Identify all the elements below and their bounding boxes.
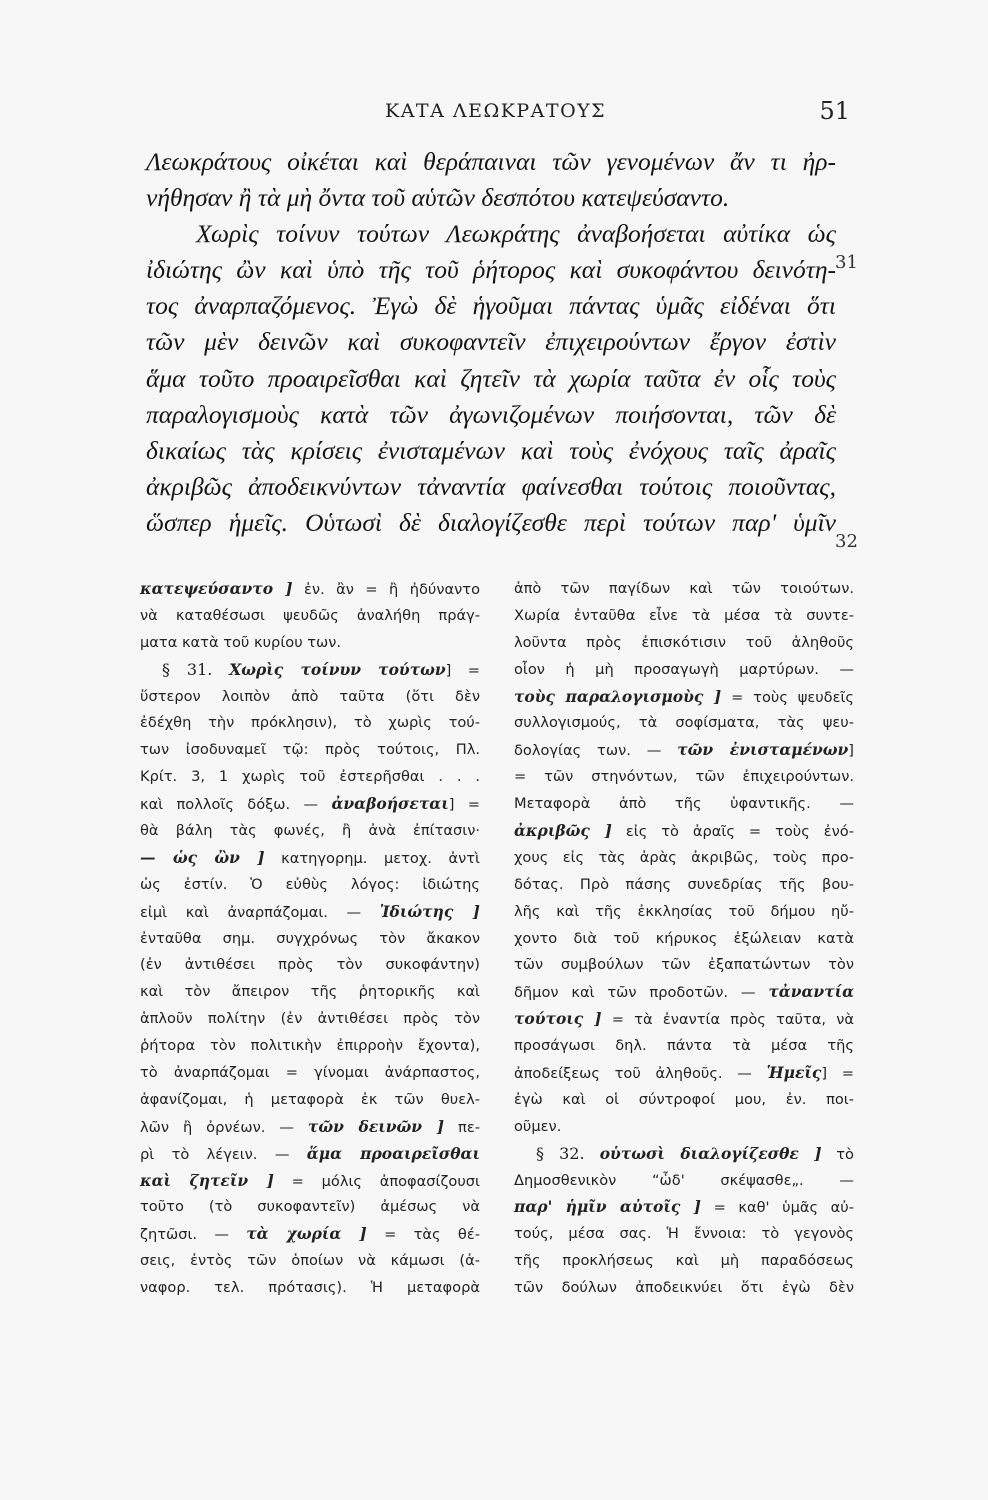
note-line xyxy=(514,845,854,872)
main-text-line: ἀκριβῶς ἀποδεικνύντων τἀναντία φαίνεσθαι τούτοις ποιοῦντας, xyxy=(146,471,836,501)
note-text: νὰ καταθέσωσι ψευδῶς ἀναλήθη πράγ- xyxy=(140,606,480,624)
lemma: τὰ χωρία ] xyxy=(246,1224,367,1244)
main-text-line: Χωρὶς τοίνυν τούτων Λεωκράτης ἀναβοήσεται αὐτίκα ὡς xyxy=(196,219,836,249)
note-line xyxy=(514,818,854,845)
note-text: ζητῶσι. — xyxy=(140,1226,247,1244)
note-text: τῶν δούλων ἀποδεικνύει ὅτι ἐγὼ δὲν xyxy=(514,1279,854,1297)
note-line xyxy=(140,926,480,953)
note-text: ὡς ἐστίν. Ὁ εὐθὺς λόγος: ἰδιώτης xyxy=(140,875,480,893)
note-text: ἐν. ἂν = ἢ ἠδύναντο xyxy=(292,581,481,598)
main-text-line: δικαίως τὰς κρίσεις ἐνισταμένων καὶ τοὺς ἐνόχους ταῖς ἀραῖς xyxy=(146,435,836,465)
note-text: = μόλις ἀποφασίζουσι xyxy=(273,1172,480,1190)
note-line xyxy=(140,872,480,899)
note-text: κατηγορημ. μετοχ. ἀντὶ xyxy=(264,849,480,867)
note-line xyxy=(140,952,480,979)
note-text: λῆς καὶ τῆς ἐκκλησίας τοῦ δήμου ηὔ- xyxy=(514,902,854,920)
note-line xyxy=(140,710,480,737)
note-text: ἀφανίζομαι, ἡ μεταφορὰ ἐκ τῶν θυελ- xyxy=(140,1090,480,1108)
lemma: Ἡμεῖς xyxy=(766,1063,822,1083)
note-line xyxy=(140,818,480,845)
note-line xyxy=(514,979,854,1006)
page-number: 51 xyxy=(819,97,850,125)
lemma: — ὡς ὢν ] xyxy=(140,847,265,867)
main-text-line: ἰδιώτης ὢν καὶ ὑπὸ τῆς τοῦ ῥήτορος καὶ συκοφάντου δεινότη- xyxy=(146,255,836,285)
lemma: καὶ ζητεῖν ] xyxy=(140,1170,274,1190)
note-line xyxy=(514,603,854,630)
note-line xyxy=(140,1221,480,1248)
note-text: ναφορ. τελ. πρότασις). Ἡ μεταφορὰ xyxy=(140,1279,480,1297)
main-text-line: νήθησαν ἢ τὰ μὴ ὄντα τοῦ αὑτῶν δεσπότου κατεψεύσαντο. xyxy=(146,183,730,213)
note-text: ῥήτορα τὸν πολιτικὴν ἐπιρροὴν ἔχοντα), xyxy=(140,1037,480,1055)
note-line xyxy=(140,979,480,1006)
note-line xyxy=(140,791,480,818)
commentary-notes xyxy=(140,576,870,1316)
note-text: τῆς προκλήσεως καὶ μὴ παραδόσεως xyxy=(514,1252,854,1270)
note-text: τοῦτο (τὸ συκοφαντεῖν) ἀμέσως νὰ xyxy=(140,1198,480,1216)
note-line xyxy=(140,657,480,684)
main-text-line: τῶν μὲν δεινῶν καὶ συκοφαντεῖν ἐπιχειρούντων ἔργον ἐστὶν xyxy=(146,327,836,357)
note-text: ] xyxy=(848,742,854,760)
note-text: Μεταφορὰ ἀπὸ τῆς ὑφαντικῆς. — xyxy=(514,795,854,813)
main-text-line: παραλογισμοὺς κατὰ τῶν ἀγωνιζομένων ποιήσονται, τῶν δὲ xyxy=(146,399,836,429)
note-text: ὕστερον λοιπὸν ἀπὸ ταῦτα (ὅτι δὲν xyxy=(140,687,480,705)
section-number-margin: 32 xyxy=(835,531,858,552)
note-text: (ἐν ἀντιθέσει πρὸς τὸν συκοφάντην) xyxy=(140,956,480,974)
note-text: Δημοσθενικὸν “ὧδ' σκέψασθε„. — xyxy=(514,1171,854,1189)
note-text: λῶν ἢ ὀρνέων. — xyxy=(140,1118,308,1136)
lemma: οὑτωσὶ διαλογίζεσθε ] xyxy=(599,1143,822,1163)
note-text: ] = xyxy=(821,1065,854,1083)
note-line xyxy=(140,1141,480,1168)
lemma: τῶν δεινῶν ] xyxy=(307,1116,445,1136)
note-line xyxy=(514,630,854,657)
note-line xyxy=(514,1194,854,1221)
note-line xyxy=(140,684,480,711)
lemma: τούτοις ] xyxy=(514,1009,602,1029)
note-line xyxy=(514,1221,854,1248)
note-text: οἷον ἡ μὴ προσαγωγὴ μαρτύρων. — xyxy=(514,660,854,678)
lemma: ἅμα προαιρεῖσθαι xyxy=(306,1143,480,1163)
lemma: Χωρὶς τοίνυν τούτων xyxy=(229,659,446,679)
note-text: θὰ βάλη τὰς φωνές, ἢ ἀνὰ ἐπίτασιν· xyxy=(140,822,480,840)
lemma: παρ' ἡμῖν αὐτοῖς ] xyxy=(514,1197,701,1217)
note-text: προσάγωσι δηλ. πάντα τὰ μέσα τῆς xyxy=(514,1037,854,1055)
note-text: = καθ' ὑμᾶς αὐ- xyxy=(700,1199,854,1217)
note-text: = τοὺς ψευδεῖς xyxy=(721,688,854,706)
note-text: χους εἰς τὰς ἀρὰς ἀκριβῶς, τοὺς προ- xyxy=(514,848,854,866)
note-text: = τῶν στηνόντων, τῶν ἐπιχειρούντων. xyxy=(514,768,854,786)
note-line xyxy=(140,1114,480,1141)
note-line xyxy=(514,764,854,791)
note-text: δότας. Πρὸ πάσης συνεδρίας τῆς βου- xyxy=(514,875,854,893)
note-line xyxy=(514,1114,854,1141)
note-line xyxy=(514,737,854,764)
note-line xyxy=(514,684,854,711)
lemma: τοὺς παραλογισμοὺς ] xyxy=(514,686,722,706)
note-text: Χωρία ἐνταῦθα εἶνε τὰ μέσα τὰ συντε- xyxy=(514,606,854,624)
note-text: τῶν συμβούλων τῶν ἐξαπατώντων τὸν xyxy=(514,956,854,974)
note-line xyxy=(140,576,480,603)
main-text-line: Λεωκράτους οἰκέται καὶ θεράπαιναι τῶν γενομένων ἄν τι ἠρ- xyxy=(146,147,836,176)
note-line xyxy=(140,764,480,791)
lemma: τἀναντία xyxy=(768,982,854,1002)
note-line xyxy=(140,845,480,872)
note-text: χοντο διὰ τοῦ κήρυκος ἐξώλειαν κατὰ xyxy=(514,929,854,947)
note-text: πε- xyxy=(444,1118,480,1136)
lemma: κατεψεύσαντο ] xyxy=(140,579,293,598)
note-line xyxy=(514,657,854,684)
note-text: ἐγὼ καὶ οἱ σύντροφοί μου, ἐν. ποι- xyxy=(514,1090,854,1108)
note-line xyxy=(140,1033,480,1060)
note-text: εἰμὶ καὶ ἀναρπάζομαι. — xyxy=(140,903,380,921)
running-title: ΚΑΤΑ ΛΕΩΚΡΑΤΟΥΣ xyxy=(385,100,607,122)
note-line xyxy=(140,1248,480,1275)
note-line xyxy=(140,603,480,630)
main-text-line: τος ἀναρπαζόμενος. Ἐγὼ δὲ ἡγοῦμαι πάντας ὑμᾶς εἰδέναι ὅτι xyxy=(146,291,836,321)
note-line xyxy=(140,630,480,657)
note-line xyxy=(514,1141,854,1168)
lemma: ἀναβοήσεται xyxy=(331,794,449,814)
note-line xyxy=(514,952,854,979)
lemma: τῶν ἐνισταμένων xyxy=(677,740,849,760)
note-line xyxy=(514,1275,854,1302)
note-line xyxy=(140,899,480,926)
note-line xyxy=(514,872,854,899)
note-text: των ἰσοδυναμεῖ τῷ: πρὸς τούτοις, Πλ. xyxy=(140,741,480,759)
note-line xyxy=(514,1006,854,1033)
note-text: συλλογισμούς, τὰ σοφίσματα, τὰς ψευ- xyxy=(514,714,854,732)
note-line xyxy=(514,1033,854,1060)
note-line xyxy=(140,1275,480,1302)
note-line xyxy=(514,710,854,737)
note-text: ἐνταῦθα σημ. συγχρόνως τὸν ἄκακον xyxy=(140,929,480,947)
note-line xyxy=(140,1168,480,1195)
note-text: λοῦντα πρὸς ἐπισκότισιν τοῦ ἀληθοῦς xyxy=(514,633,854,651)
note-line xyxy=(514,926,854,953)
note-line xyxy=(514,576,854,603)
note-text: = τὰ ἐναντία πρὸς ταῦτα, νὰ xyxy=(601,1011,854,1029)
note-text: καὶ τὸν ἄπειρον τῆς ῥητορικῆς καὶ xyxy=(140,983,480,1001)
main-text xyxy=(146,144,836,541)
note-text: ρὶ τὸ λέγειν. — xyxy=(140,1145,307,1163)
note-line xyxy=(514,791,854,818)
note-text: ] = xyxy=(448,796,480,814)
note-text: οῦμεν. xyxy=(514,1117,562,1135)
note-text: ἀπὸ τῶν παγίδων καὶ τῶν τοιούτων. xyxy=(514,580,854,597)
note-line xyxy=(140,1087,480,1114)
note-text: σεις, ἐντὸς τῶν ὁποίων νὰ κάμωσι (ἀ- xyxy=(140,1252,480,1270)
note-text: ματα κατὰ τοῦ κυρίου των. xyxy=(140,633,342,651)
note-line xyxy=(140,1060,480,1087)
note-line xyxy=(140,737,480,764)
section-mark: § 32. xyxy=(536,1143,600,1163)
note-text: δῆμον καὶ τῶν προδοτῶν. — xyxy=(514,984,769,1002)
note-line xyxy=(140,1006,480,1033)
lemma: ἀκριβῶς ] xyxy=(514,821,612,841)
note-line xyxy=(514,1060,854,1087)
note-line xyxy=(514,899,854,926)
note-line xyxy=(514,1168,854,1195)
note-line xyxy=(514,1248,854,1275)
note-line xyxy=(514,1087,854,1114)
note-text: ἐδέχθη τὴν πρόκλησιν), τὸ χωρὶς τού- xyxy=(140,714,480,732)
notes-left-column xyxy=(140,576,480,1302)
note-text: τούς, μέσα σας. Ἡ ἔννοια: τὸ γεγονὸς xyxy=(514,1225,854,1243)
note-text: καὶ πολλοῖς δόξω. — xyxy=(140,796,332,814)
note-text: ] = xyxy=(445,661,480,679)
section-number-margin: 31 xyxy=(835,252,858,273)
running-head xyxy=(140,97,850,130)
note-text: τὸ xyxy=(821,1145,854,1163)
note-text: δολογίας των. — xyxy=(514,742,678,760)
section-mark: § 31. xyxy=(162,659,230,679)
notes-right-column xyxy=(514,576,854,1302)
note-text: εἰς τὸ ἀραῖς = τοὺς ἐνό- xyxy=(611,823,854,841)
note-text: τὸ ἀναρπάζομαι = γίνομαι ἀνάρπαστος, xyxy=(140,1064,480,1082)
note-text: Κρίτ. 3, 1 χωρὶς τοῦ ἐστερῆσθαι . . . xyxy=(140,768,480,786)
note-text: = τὰς θέ- xyxy=(366,1226,480,1244)
note-text: ἀποδείξεως τοῦ ἀληθοῦς. — xyxy=(514,1065,767,1083)
main-text-line: ἅμα τοῦτο προαιρεῖσθαι καὶ ζητεῖν τὰ χωρία ταῦτα ἐν οἷς τοὺς xyxy=(146,363,836,393)
main-text-line: ὥσπερ ἡμεῖς. Οὑτωσὶ δὲ διαλογίζεσθε περὶ τούτων παρ' ὑμῖν xyxy=(146,507,836,537)
lemma: Ἰδιώτης ] xyxy=(379,901,480,921)
note-text: ἁπλοῦν πολίτην (ἐν ἀντιθέσει πρὸς τὸν xyxy=(140,1010,480,1028)
note-line xyxy=(140,1194,480,1221)
